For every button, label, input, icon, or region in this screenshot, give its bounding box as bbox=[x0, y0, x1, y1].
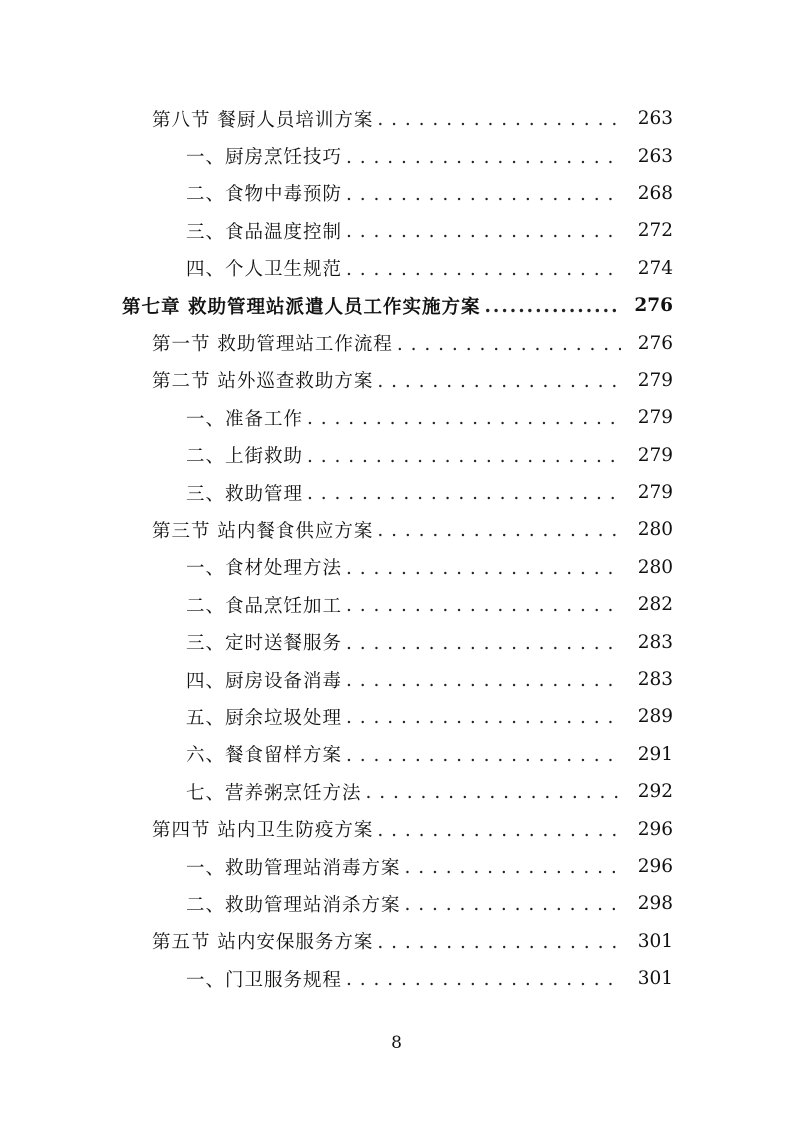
dot-leader bbox=[484, 296, 621, 317]
toc-entry-title: 六、餐食留样方案 bbox=[186, 745, 343, 767]
toc-entry[interactable] bbox=[0, 511, 793, 548]
dot-leader bbox=[346, 745, 621, 766]
toc-entry-title: 第一节 救助管理站工作流程 bbox=[152, 334, 393, 356]
dot-leader bbox=[307, 483, 621, 504]
toc-entry-page: 292 bbox=[637, 781, 673, 803]
dot-leader bbox=[405, 894, 621, 915]
toc-entry-title: 五、厨余垃圾处理 bbox=[186, 707, 343, 729]
toc-entry[interactable] bbox=[0, 212, 793, 249]
toc-entry-page: 289 bbox=[637, 706, 673, 728]
toc-entry-title: 二、救助管理站消杀方案 bbox=[186, 894, 401, 916]
dot-leader bbox=[377, 820, 621, 841]
toc-entry[interactable] bbox=[0, 736, 793, 773]
toc-entry-page: 279 bbox=[637, 482, 673, 504]
toc-entry-page: 276 bbox=[634, 295, 673, 317]
toc-entry[interactable] bbox=[0, 698, 793, 735]
toc-entry-title: 一、厨房烹饪技巧 bbox=[186, 147, 343, 169]
dot-leader bbox=[346, 633, 621, 654]
dot-leader bbox=[346, 147, 621, 168]
toc-entry-title: 第三节 站内餐食供应方案 bbox=[152, 520, 374, 542]
toc-entry[interactable] bbox=[0, 810, 793, 847]
toc-entry-title: 第七章 救助管理站派遣人员工作实施方案 bbox=[122, 296, 481, 318]
toc-entry-title: 三、食品温度控制 bbox=[186, 221, 343, 243]
toc-entry-page: 263 bbox=[637, 108, 673, 130]
toc-entry-page: 301 bbox=[637, 930, 673, 952]
toc-entry-title: 一、门卫服务规程 bbox=[186, 969, 343, 991]
toc-entry[interactable] bbox=[0, 661, 793, 698]
toc-entry-page: 274 bbox=[637, 257, 673, 279]
toc-entry[interactable] bbox=[0, 960, 793, 997]
toc-entry-title: 二、食物中毒预防 bbox=[186, 184, 343, 206]
dot-leader bbox=[346, 221, 621, 242]
toc-entry-page: 279 bbox=[637, 407, 673, 429]
toc-entry-title: 第二节 站外巡查救助方案 bbox=[152, 371, 374, 393]
dot-leader bbox=[377, 109, 621, 130]
dot-leader bbox=[346, 184, 621, 205]
toc-entry[interactable] bbox=[0, 437, 793, 474]
toc-entry-page: 291 bbox=[637, 743, 673, 765]
toc-entry-page: 272 bbox=[637, 220, 673, 242]
toc-chapter-entry[interactable] bbox=[0, 287, 793, 324]
toc-entry-title: 二、食品烹饪加工 bbox=[186, 595, 343, 617]
toc-entry-title: 三、救助管理 bbox=[186, 483, 304, 505]
toc-entry[interactable] bbox=[0, 474, 793, 511]
toc-entry-page: 283 bbox=[637, 631, 673, 653]
toc-entry[interactable] bbox=[0, 623, 793, 660]
dot-leader bbox=[405, 857, 621, 878]
toc-entry-page: 296 bbox=[637, 856, 673, 877]
table-of-contents bbox=[0, 100, 793, 997]
toc-entry[interactable] bbox=[0, 586, 793, 623]
toc-entry[interactable] bbox=[0, 773, 793, 810]
dot-leader bbox=[307, 408, 621, 429]
toc-entry[interactable] bbox=[0, 549, 793, 586]
toc-entry-title: 四、厨房设备消毒 bbox=[186, 670, 343, 692]
toc-entry-title: 二、上街救助 bbox=[186, 446, 304, 468]
dot-leader bbox=[346, 558, 621, 579]
toc-entry[interactable] bbox=[0, 923, 793, 960]
dot-leader bbox=[346, 707, 621, 728]
toc-entry[interactable] bbox=[0, 362, 793, 399]
dot-leader bbox=[377, 932, 621, 953]
toc-entry-title: 一、救助管理站消毒方案 bbox=[186, 857, 401, 879]
toc-entry-page: 301 bbox=[637, 968, 673, 990]
toc-entry-page: 279 bbox=[637, 369, 673, 391]
dot-leader bbox=[346, 259, 621, 280]
toc-entry-title: 第四节 站内卫生防疫方案 bbox=[152, 820, 374, 842]
toc-entry[interactable] bbox=[0, 250, 793, 287]
toc-entry-page: 268 bbox=[637, 182, 673, 204]
toc-entry-page: 263 bbox=[637, 145, 673, 167]
toc-entry-title: 三、定时送餐服务 bbox=[186, 633, 343, 655]
toc-entry[interactable] bbox=[0, 885, 793, 922]
toc-entry-page: 280 bbox=[637, 519, 673, 541]
page-number: 8 bbox=[391, 1033, 402, 1053]
toc-entry-page: 283 bbox=[637, 669, 673, 691]
toc-entry-page: 276 bbox=[637, 332, 673, 354]
toc-entry-title: 第八节 餐厨人员培训方案 bbox=[152, 109, 374, 131]
toc-entry[interactable] bbox=[0, 399, 793, 436]
toc-entry-page: 280 bbox=[637, 556, 673, 578]
toc-entry-title: 七、营养粥烹饪方法 bbox=[186, 782, 362, 804]
toc-entry-title: 一、准备工作 bbox=[186, 408, 304, 430]
toc-entry[interactable] bbox=[0, 100, 793, 137]
toc-entry-page: 279 bbox=[637, 444, 673, 466]
dot-leader bbox=[346, 969, 621, 990]
toc-entry-page: 282 bbox=[637, 594, 673, 616]
toc-entry[interactable] bbox=[0, 137, 793, 174]
dot-leader bbox=[366, 782, 621, 803]
toc-entry[interactable] bbox=[0, 175, 793, 212]
toc-entry[interactable] bbox=[0, 848, 793, 885]
dot-leader bbox=[377, 520, 621, 541]
toc-entry[interactable] bbox=[0, 324, 793, 361]
dot-leader bbox=[346, 595, 621, 616]
toc-entry-title: 第五节 站内安保服务方案 bbox=[152, 932, 374, 954]
dot-leader bbox=[307, 446, 621, 467]
toc-entry-page: 296 bbox=[637, 818, 673, 840]
dot-leader bbox=[377, 371, 621, 392]
toc-entry-page: 298 bbox=[637, 893, 673, 915]
dot-leader bbox=[397, 334, 621, 355]
dot-leader bbox=[346, 670, 621, 691]
toc-entry-title: 四、个人卫生规范 bbox=[186, 259, 343, 281]
toc-entry-title: 一、食材处理方法 bbox=[186, 558, 343, 580]
